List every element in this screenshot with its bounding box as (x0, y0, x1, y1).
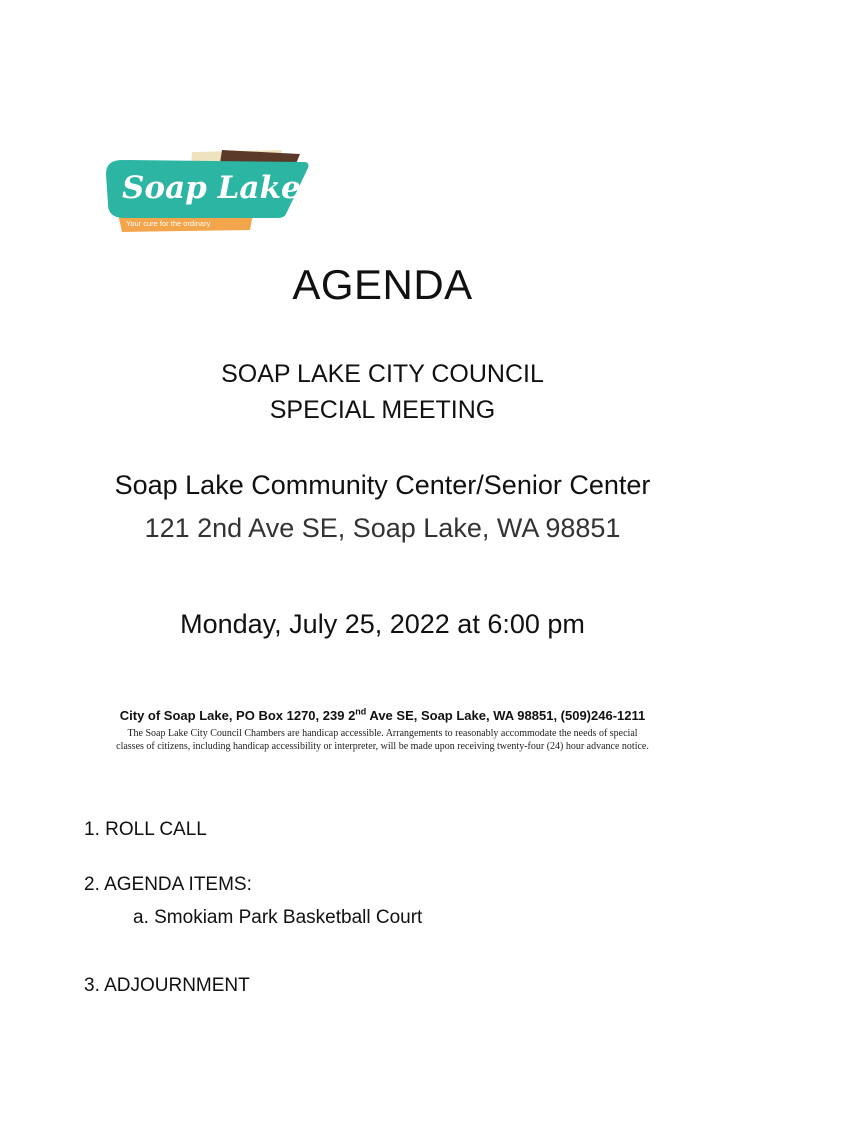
agenda-item-agenda-items: 2. AGENDA ITEMS: (84, 874, 252, 895)
soap-lake-logo (104, 148, 310, 234)
contact-prefix: City of Soap Lake, PO Box 1270, 239 2 (119, 708, 356, 723)
meeting-datetime: Monday, July 25, 2022 at 6:00 pm (180, 609, 585, 639)
contact-suffix: Ave SE, Soap Lake, WA 98851, (509)246-1211 (366, 708, 646, 723)
agenda-subitem-basketball-court: a. Smokiam Park Basketball Court (133, 907, 423, 928)
contact-superscript: nd (355, 706, 367, 717)
logo-wordmark: Soap Lake (122, 170, 301, 206)
accessibility-notice-line-1: The Soap Lake City Council Chambers are handicap accessible. Arrangements to reasonably accommodate the needs of special (127, 728, 638, 739)
logo-graphic (104, 148, 310, 234)
logo-tagline: Your cure for the ordinary (126, 219, 211, 228)
page-title: AGENDA (292, 261, 473, 308)
venue-address: 121 2nd Ave SE, Soap Lake, WA 98851 (144, 513, 621, 543)
venue-name: Soap Lake Community Center/Senior Center (114, 470, 651, 500)
city-contact-info (0, 707, 765, 725)
agenda-item-roll-call: 1. ROLL CALL (84, 819, 207, 840)
meeting-type: SPECIAL MEETING (269, 396, 496, 424)
agenda-item-adjournment: 3. ADJOURNMENT (84, 975, 250, 996)
council-name: SOAP LAKE CITY COUNCIL (221, 360, 544, 388)
accessibility-notice-line-2: classes of citizens, including handicap accessibility or interpreter, will be made upon receiving twenty-four (24) hour advance notice. (116, 741, 649, 752)
